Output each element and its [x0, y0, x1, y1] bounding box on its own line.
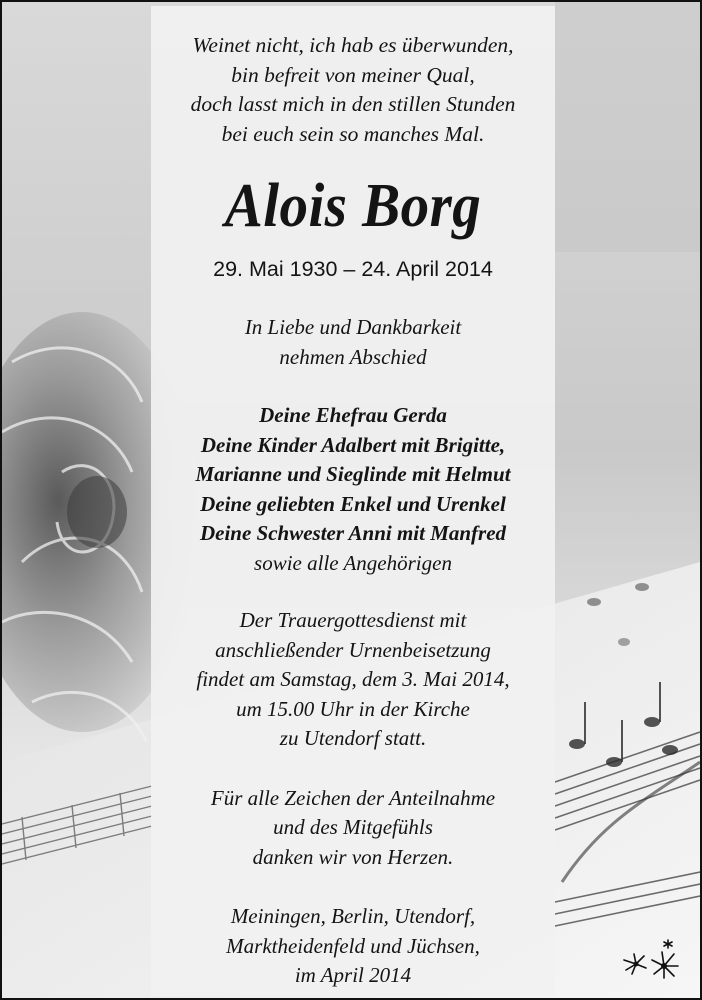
places-line: im April 2014 [294, 963, 412, 987]
mourner-line: Marianne und Sieglinde mit Helmut [195, 462, 511, 486]
service-line: anschließender Urnenbeisetzung [215, 637, 491, 662]
places-line: Meiningen, Berlin, Utendorf, [230, 904, 476, 928]
relatives-line: sowie alle Angehörigen [254, 550, 452, 575]
thanks-line: danken wir von Herzen. [252, 844, 454, 869]
service-line: zu Utendorf statt. [279, 726, 427, 750]
poem-line: doch lasst mich in den stillen Stunden [190, 92, 516, 116]
mourner-line: Deine Schwester Anni mit Manfred [199, 521, 507, 545]
mourner-line: Deine Kinder Adalbert mit Brigitte, [200, 432, 506, 457]
thanks-note [151, 784, 555, 873]
service-line: um 15.00 Uhr in der Kirche [236, 696, 470, 721]
poem-line: bin befreit von meiner Qual, [231, 62, 475, 87]
poem-line: bei euch sein so manches Mal. [221, 121, 485, 146]
notice-text [151, 2, 555, 991]
funeral-service-info [151, 606, 555, 754]
deceased-name: Alois Borg [224, 172, 482, 240]
places-line: Marktheidenfeld und Jüchsen, [226, 933, 480, 958]
mourner-line: Deine geliebten Enkel und Urenkel [200, 491, 506, 516]
mourner-line: Deine Ehefrau Gerda [259, 403, 447, 427]
intro-line: In Liebe und Dankbarkeit [244, 315, 462, 339]
farewell-intro [151, 313, 555, 372]
poem-line: Weinet nicht, ich hab es überwunden, [192, 33, 514, 57]
dandelion-icon [620, 936, 682, 980]
intro-line: nehmen Abschied [279, 344, 427, 369]
thanks-line: Für alle Zeichen der Anteilnahme [210, 785, 496, 810]
places-and-date [151, 902, 555, 991]
thanks-line: und des Mitgefühls [273, 815, 433, 839]
memorial-poem [151, 31, 555, 149]
service-line: findet am Samstag, dem 3. Mai 2014, [196, 667, 510, 691]
life-dates: 29. Mai 1930 – 24. April 2014 [213, 257, 493, 281]
mourners-list [151, 401, 555, 549]
service-line: Der Trauergottesdienst mit [239, 608, 467, 632]
